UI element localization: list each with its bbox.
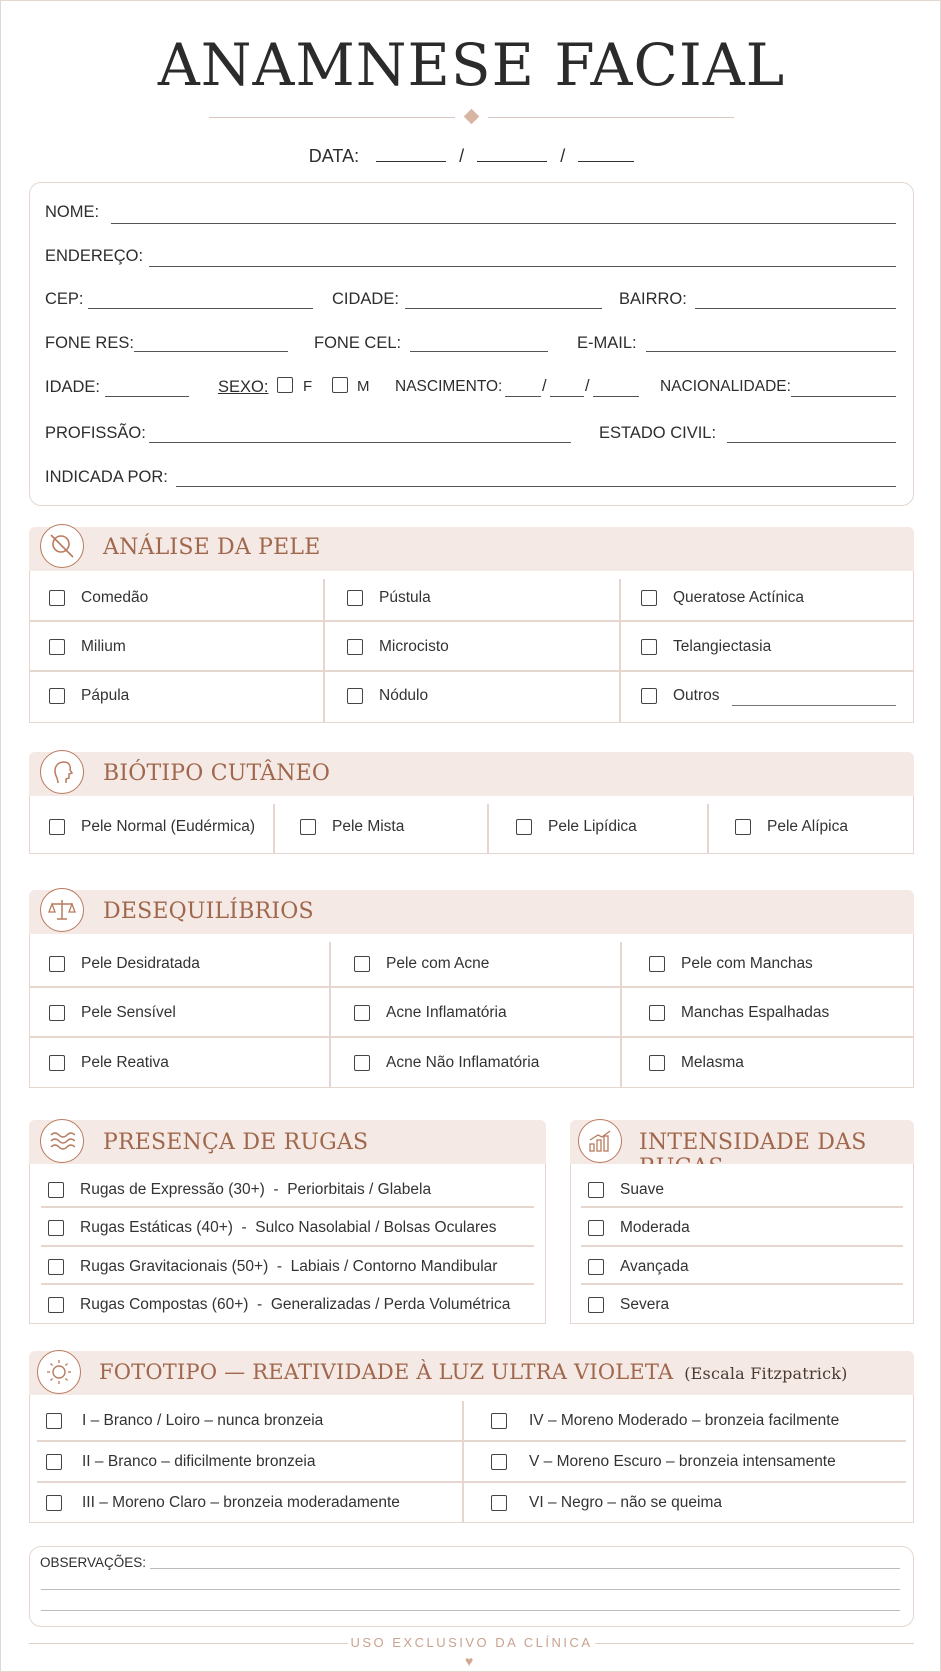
nascimento-label: NASCIMENTO: (395, 378, 503, 395)
personal-info-box (29, 182, 914, 506)
profissao-field[interactable] (149, 442, 571, 443)
checkbox[interactable] (491, 1495, 507, 1511)
checkbox[interactable] (588, 1182, 604, 1198)
checkbox[interactable] (49, 1055, 65, 1071)
checkbox[interactable] (641, 590, 657, 606)
fone-res-field[interactable] (134, 351, 288, 352)
rugas-item[interactable]: Rugas Compostas (60+) - Generalizadas / Perda Volumétrica (48, 1296, 510, 1314)
fototipo-title: FOTOTIPO — REATIVIDADE À LUZ ULTRA VIOLETA (Escala Fitzpatrick) (99, 1360, 848, 1384)
wrinkle-waves-icon (40, 1119, 84, 1163)
intensidade-item[interactable]: Suave (588, 1181, 664, 1199)
analise-item[interactable]: Milium (49, 638, 126, 656)
checkbox[interactable] (300, 819, 316, 835)
checkbox[interactable] (588, 1259, 604, 1275)
checkbox[interactable] (588, 1297, 604, 1313)
checkbox[interactable] (735, 819, 751, 835)
checkbox[interactable] (347, 590, 363, 606)
footer-divider-right (595, 1643, 914, 1644)
checkbox[interactable] (48, 1182, 64, 1198)
sexo-m-label: M (357, 378, 370, 395)
rugas-item[interactable]: Rugas Estáticas (40+) - Sulco Nasolabial / Bolsas Oculares (48, 1219, 497, 1237)
date-label: DATA: (308, 146, 360, 166)
biotipo-item[interactable]: Pele Lipídica (516, 818, 637, 836)
checkbox[interactable] (588, 1220, 604, 1236)
analise-item[interactable]: Microcisto (347, 638, 449, 656)
checkbox[interactable] (46, 1495, 62, 1511)
cep-field[interactable] (88, 308, 313, 309)
checkbox[interactable] (491, 1413, 507, 1429)
observacoes-line[interactable] (150, 1568, 900, 1569)
date-row: DATA: / / (1, 145, 941, 167)
analise-title: ANÁLISE DA PELE (103, 535, 321, 560)
checkbox[interactable] (49, 956, 65, 972)
title-divider-right (488, 117, 734, 118)
nome-field[interactable] (111, 223, 896, 224)
sexo-f-checkbox[interactable] (277, 377, 293, 393)
email-field[interactable] (646, 351, 896, 352)
fototipo-item[interactable]: III – Moreno Claro – bronzeia moderadamente (46, 1494, 400, 1512)
observacoes-line[interactable] (41, 1610, 900, 1611)
desequilibrios-item[interactable]: Pele com Manchas (649, 955, 813, 973)
indicada-por-label: INDICADA POR: (45, 468, 168, 486)
email-label: E-MAIL: (577, 334, 637, 352)
fone-cel-field[interactable] (410, 351, 548, 352)
checkbox[interactable] (354, 956, 370, 972)
checkbox[interactable] (48, 1220, 64, 1236)
sexo-m-checkbox[interactable] (332, 377, 348, 393)
idade-label: IDADE: (45, 378, 101, 396)
endereco-field[interactable] (149, 266, 896, 267)
desequilibrios-item[interactable]: Acne Não Inflamatória (354, 1054, 539, 1072)
date-day-field[interactable] (376, 145, 446, 162)
bairro-label: BAIRRO: (619, 290, 687, 308)
rugas-item[interactable]: Rugas Gravitacionais (50+) - Labiais / Contorno Mandibular (48, 1258, 497, 1276)
checkbox[interactable] (649, 1005, 665, 1021)
form-page: ANAMNESE FACIAL DATA: / / NOME: ENDEREÇO: CEP: CIDADE: BAIRRO: FONE RES: FONE CEL: E-MAIL: IDADE: SEXO: F M NASCIMENTO: / / NACIONALIDADE: PROFISSÃO: ESTADO CIVIL: INDICADA POR: ANÁLISE DA PELE Comedão Pústula Queratose Actínica Milium Microcisto Telangiectasia Pápula Nódulo Outros BIÓTIPO CUTÂNEO Pele Normal (Eudérmica) Pele Mista Pele Lipídica Pele Alípica DESEQUILÍBRIOS Pele Desidratada Pele com Acne Pele com Manchas Pele Sensível Acne Inflamatória Manchas Espalhadas Pele Reativa Acne Não Inflamatória Melasma PRESENÇA DE RUGAS Rugas de Expressão (30+) - Periorbitais / Glabela Rugas Estáticas (40+) - Sulco Nasolabial / Bolsas Oculares Rugas Gravitacionais (50+) - Labiais / Contorno Mandibular Rugas Compostas (60+) - Generalizadas / Perda Volumétrica INTENSIDADE DAS Suave Moderada Avançada Severa FOTOTIPO — REATIVIDADE À LUZ ULTRA VIOLETA (Escala Fitzpatrick) I – Branco / Loiro – nunca bronzeia IV – Moreno Moderado – bronzeia facilmente II – Branco – dificilmente bronzeia V – Moreno Escuro – bronzeia intensamente III – Moreno Claro – bronzeia moderadamente VI – Negro – não se queima OBSERVAÇÕES: USO EXCLUSIVO DA CLÍNICA ♥ (0, 0, 941, 1672)
desequilibrios-item[interactable]: Manchas Espalhadas (649, 1004, 829, 1022)
rugas-item[interactable]: Rugas de Expressão (30+) - Periorbitais / Glabela (48, 1181, 431, 1199)
desequilibrios-item[interactable]: Pele Desidratada (49, 955, 200, 973)
biotipo-title: BIÓTIPO CUTÂNEO (103, 761, 331, 786)
observacoes-box (29, 1546, 914, 1627)
checkbox[interactable] (49, 1005, 65, 1021)
intensidade-item[interactable]: Avançada (588, 1258, 689, 1276)
checkbox[interactable] (46, 1413, 62, 1429)
cep-label: CEP: (45, 290, 84, 308)
analise-item[interactable]: Pápula (49, 687, 129, 705)
analise-item[interactable]: Pústula (347, 589, 431, 607)
checkbox[interactable] (641, 688, 657, 704)
cidade-field[interactable] (405, 308, 602, 309)
nacionalidade-label: NACIONALIDADE: (660, 378, 791, 395)
fototipo-item[interactable]: IV – Moreno Moderado – bronzeia facilmente (491, 1412, 839, 1430)
analise-item[interactable]: Telangiectasia (641, 638, 771, 656)
title-divider-left (209, 117, 455, 118)
analise-item-outros[interactable]: Outros (641, 687, 720, 705)
bar-chart-icon (578, 1119, 622, 1163)
analise-item[interactable]: Queratose Actínica (641, 589, 804, 607)
fototipo-item[interactable]: II – Branco – dificilmente bronzeia (46, 1453, 316, 1471)
checkbox[interactable] (491, 1454, 507, 1470)
nacionalidade-field[interactable] (791, 396, 896, 397)
magnifier-icon (40, 524, 84, 568)
biotipo-item[interactable]: Pele Alípica (735, 818, 848, 836)
checkbox[interactable] (516, 819, 532, 835)
fototipo-item[interactable]: V – Moreno Escuro – bronzeia intensamente (491, 1453, 836, 1471)
fototipo-item[interactable]: I – Branco / Loiro – nunca bronzeia (46, 1412, 323, 1430)
biotipo-item[interactable]: Pele Normal (Eudérmica) (49, 818, 255, 836)
checkbox[interactable] (354, 1055, 370, 1071)
checkbox[interactable] (49, 590, 65, 606)
sun-icon (37, 1350, 81, 1394)
checkbox[interactable] (354, 1005, 370, 1021)
fototipo-subtitle: (Escala Fitzpatrick) (684, 1364, 848, 1383)
nascimento-year-field[interactable] (593, 396, 639, 397)
fone-res-label: FONE RES: (45, 334, 134, 352)
biotipo-item[interactable]: Pele Mista (300, 818, 404, 836)
checkbox[interactable] (649, 956, 665, 972)
balance-scale-icon (40, 888, 84, 932)
checkbox[interactable] (649, 1055, 665, 1071)
sexo-label: SEXO: (218, 378, 269, 396)
checkbox[interactable] (48, 1259, 64, 1275)
intensidade-item[interactable]: Severa (588, 1296, 669, 1314)
observacoes-line[interactable] (41, 1589, 900, 1590)
estado-civil-field[interactable] (727, 442, 896, 443)
checkbox[interactable] (49, 819, 65, 835)
desequilibrios-item[interactable]: Pele Sensível (49, 1004, 176, 1022)
idade-field[interactable] (105, 396, 189, 397)
desequilibrios-item[interactable]: Pele Reativa (49, 1054, 169, 1072)
intensidade-title: INTENSIDADE DAS (639, 1130, 867, 1155)
desequilibrios-item[interactable]: Acne Inflamatória (354, 1004, 507, 1022)
checkbox[interactable] (48, 1297, 64, 1313)
nascimento-day-field[interactable] (505, 396, 541, 397)
observacoes-label: OBSERVAÇÕES: (40, 1555, 147, 1570)
diamond-ornament-icon (464, 109, 480, 125)
indicada-por-field[interactable] (176, 486, 896, 487)
fone-cel-label: FONE CEL: (314, 334, 402, 352)
endereco-label: ENDEREÇO: (45, 247, 144, 265)
nascimento-month-field[interactable] (550, 396, 584, 397)
checkbox[interactable] (49, 688, 65, 704)
cidade-label: CIDADE: (332, 290, 399, 308)
desequilibrios-item[interactable]: Pele com Acne (354, 955, 489, 973)
date-month-field[interactable] (477, 145, 547, 162)
profissao-label: PROFISSÃO: (45, 424, 146, 442)
checkbox[interactable] (49, 639, 65, 655)
bairro-field[interactable] (695, 308, 896, 309)
desequilibrios-item[interactable]: Melasma (649, 1054, 744, 1072)
outros-field[interactable] (732, 705, 896, 706)
heart-icon: ♥ (465, 1653, 474, 1669)
estado-civil-label: ESTADO CIVIL: (599, 424, 717, 442)
footer-text: USO EXCLUSIVO DA CLÍNICA (350, 1635, 593, 1650)
nome-label: NOME: (45, 203, 100, 221)
face-profile-icon (40, 750, 84, 794)
rugas-title: PRESENÇA DE RUGAS (103, 1130, 369, 1155)
checkbox[interactable] (347, 688, 363, 704)
fototipo-item[interactable]: VI – Negro – não se queima (491, 1494, 722, 1512)
form-title: ANAMNESE FACIAL (157, 31, 786, 99)
intensidade-item[interactable]: Moderada (588, 1219, 690, 1237)
analise-item[interactable]: Comedão (49, 589, 148, 607)
date-year-field[interactable] (578, 145, 634, 162)
sexo-f-label: F (303, 378, 313, 395)
checkbox[interactable] (46, 1454, 62, 1470)
checkbox[interactable] (641, 639, 657, 655)
analise-item[interactable]: Nódulo (347, 687, 428, 705)
desequilibrios-title: DESEQUILÍBRIOS (103, 899, 314, 924)
checkbox[interactable] (347, 639, 363, 655)
